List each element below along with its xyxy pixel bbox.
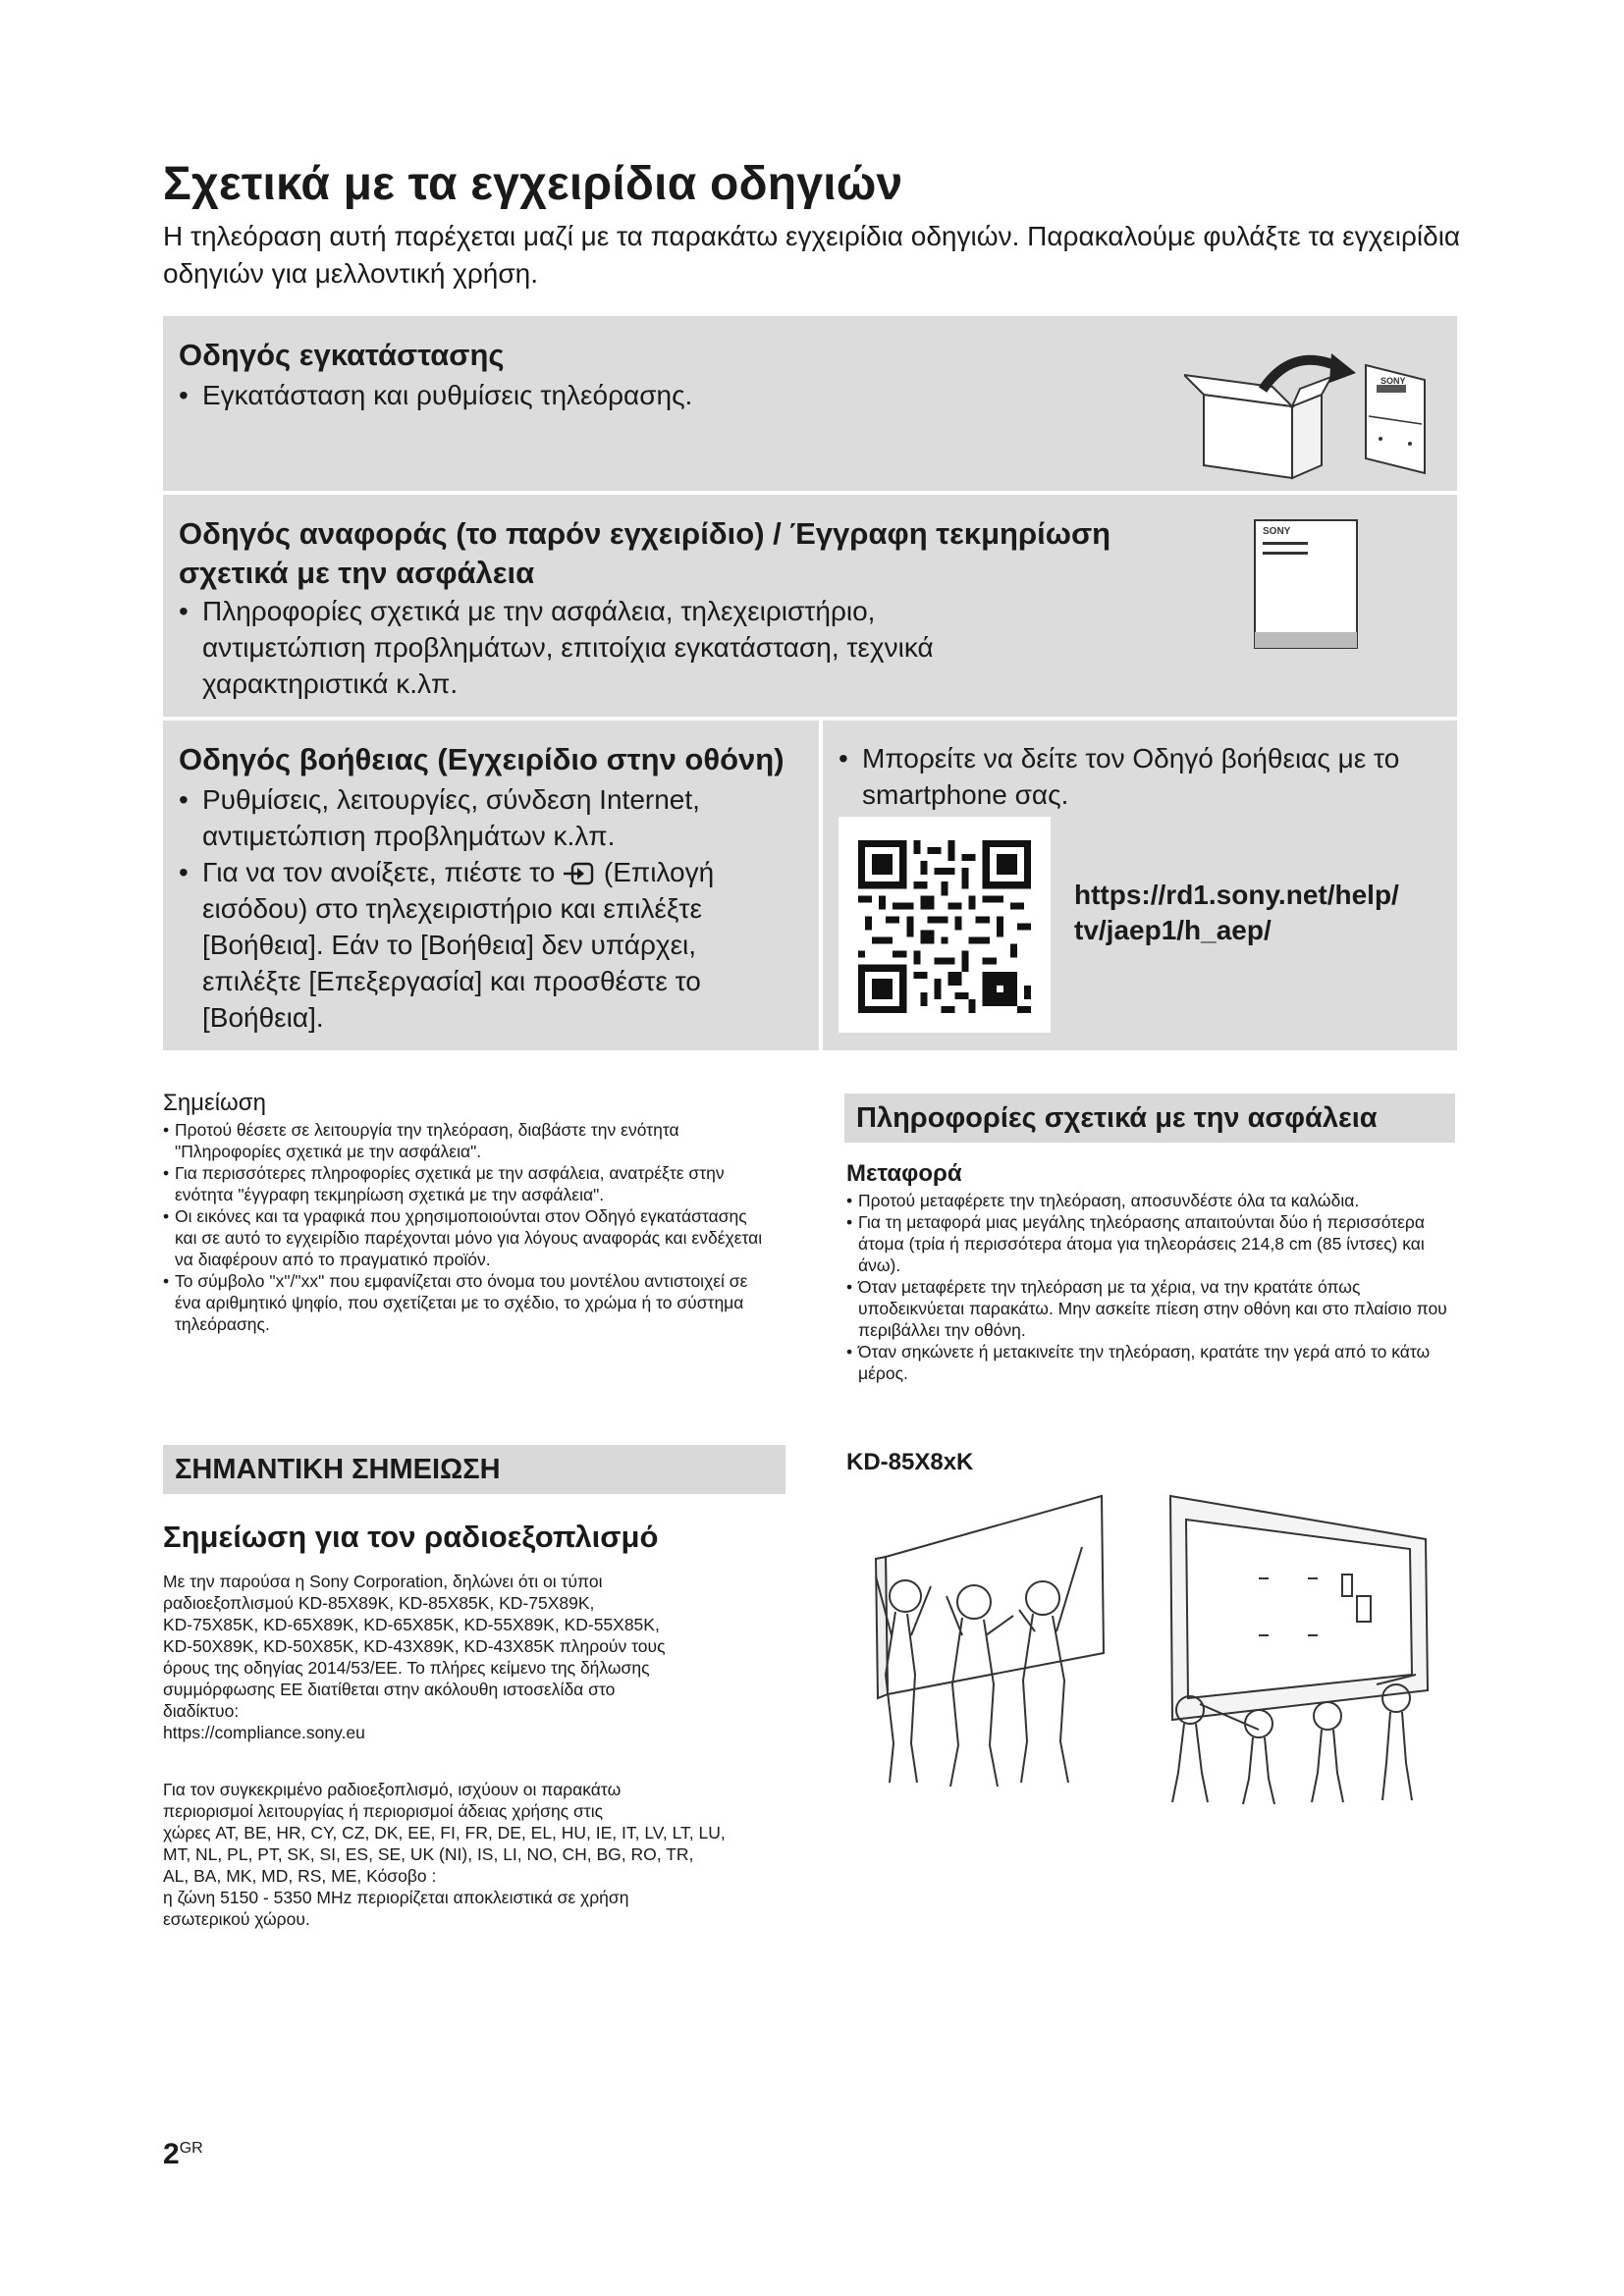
setup-guide-title: Οδηγός εγκατάστασης <box>179 338 505 372</box>
reference-guide-box <box>163 495 1457 717</box>
transport-item: • Για τη μεταφορά μιας μεγάλης τηλεόρασης απαιτούνται δύο ή περισσότερα άτομα (τρία ή περισσότερα άτομα για τηλεοράσεις 214,8 cm (85 ίντσες) και άνω). <box>846 1212 1425 1275</box>
setup-guide-bullet: • Εγκατάσταση και ρυθμίσεις τηλεόρασης. <box>179 380 693 410</box>
note-item: • Οι εικόνες και τα γραφικά που χρησιμοποιούνται στον Οδηγό εγκατάστασης και σε αυτό το εγχειρίδιο παρέχονται μόνο για λόγους αναφοράς και ενδέχεται να διαφέρουν από το πραγματικό προϊόν. <box>163 1206 763 1269</box>
radio-paragraph-1: Με την παρούσα η Sony Corporation, δηλώνει ότι οι τύποι ραδιοεξοπλισμού KD-85X89K, KD-85X85K, KD-75X89K, KD-75X85K, KD-65X89K, KD-65X85K, KD-55X89K, KD-55X85K, KD-50X89K, KD-50X85K, KD-43X89K, KD-43X85K πληρούν τους όρους της οδηγίας 2014/53/ΕΕ. Το πλήρες κείμενο της δήλωσης συμμόρφωσης ΕΕ διατίθεται στην ακόλουθη ιστοσελίδα στο διαδίκτυο: https://compliance.sony.eu <box>163 1572 666 1742</box>
reference-guide-bullet: • Πληροφορίες σχετικά με την ασφάλεια, τηλεχειριστήριο, αντιμετώπιση προβλημάτων, επιτοίχια εγκατάσταση, τεχνικά χαρακτηριστικά κ.λπ. <box>179 596 934 699</box>
reference-guide-title-line2: σχετικά με την ασφάλεια <box>179 556 535 590</box>
note-heading: Σημείωση <box>163 1090 266 1116</box>
reference-guide-brand: SONY <box>1263 526 1291 537</box>
note-item: • Το σύμβολο "x"/"xx" που εμφανίζεται στο όνομα του μοντέλου αντιστοιχεί σε ένα αριθμητικό ψηφίο, που σχετίζεται με το σχέδιο, το χρώμα ή το σύστημα τηλεόρασης. <box>163 1271 748 1334</box>
transport-heading: Μεταφορά <box>846 1160 962 1187</box>
smartphone-bullet: • Μπορείτε να δείτε τον Οδηγό βοήθειας με το smartphone σας. <box>839 743 1400 810</box>
note-item: • Για περισσότερες πληροφορίες σχετικά με την ασφάλεια, ανατρέξτε στην ενότητα "έγγραφη τεκμηρίωση σχετικά με την ασφάλεια". <box>163 1163 725 1204</box>
page-title: Σχετικά με τα εγχειρίδια οδηγιών <box>163 158 903 210</box>
help-guide-url-line2[interactable]: tv/jaep1/h_aep/ <box>1074 915 1272 945</box>
safety-heading: Πληροφορίες σχετικά με την ασφάλεια <box>844 1094 1455 1143</box>
important-note-heading: ΣΗΜΑΝΤΙΚΗ ΣΗΜΕΙΩΣΗ <box>163 1445 785 1494</box>
qr-code[interactable] <box>858 840 1031 1013</box>
qr-code-panel <box>839 817 1051 1033</box>
help-guide-bullet1: • Ρυθμίσεις, λειτουργίες, σύνδεση Internet, αντιμετώπιση προβλημάτων κ.λπ. <box>179 784 700 851</box>
setup-guide-brand: SONY <box>1380 376 1406 386</box>
manual-booklet-icon <box>1253 518 1361 656</box>
help-guide-box <box>163 721 819 1050</box>
intro-text: Η τηλεόραση αυτή παρέχεται μαζί με τα παρακάτω εγχειρίδια οδηγιών. Παρακαλούμε φυλάξτε τα εγχειρίδια οδηγιών για μελλοντική χρήση. <box>163 221 1461 289</box>
help-guide-title: Οδηγός βοήθειας (Εγχειρίδιο στην οθόνη) <box>179 742 785 776</box>
input-select-icon <box>563 862 596 885</box>
reference-guide-title-line1: Οδηγός αναφοράς (το παρόν εγχειρίδιο) / Έγγραφη τεκμηρίωση <box>179 516 1111 551</box>
help-guide-bullet2: • Για να τον ανοίξετε, πιέστε το (Επιλογή εισόδου) στο τηλεχειριστήριο και επιλέξτε [Βοήθεια]. Εάν το [Βοήθεια] δεν υπάρχει, επιλέξτε [Επεξεργασία] και προσθέστε το [Βοήθεια]. <box>179 857 715 1033</box>
note-list <box>163 1119 772 1335</box>
smartphone-help-box <box>823 721 1457 1050</box>
radio-equipment-heading: Σημείωση για τον ραδιοεξοπλισμό <box>163 1520 659 1554</box>
help-guide-url-line1[interactable]: https://rd1.sony.net/help/ <box>1074 880 1399 910</box>
note-item: • Προτού θέσετε σε λειτουργία την τηλεόραση, διαβάστε την ενότητα "Πληροφορίες σχετικά με την ασφάλεια". <box>163 1120 679 1161</box>
page-number: $2^{GR}$ <box>163 2138 203 2170</box>
setup-guide-box <box>163 316 1457 491</box>
transport-list <box>846 1190 1455 1384</box>
transport-item: • Όταν μεταφέρετε την τηλεόραση με τα χέρια, να την κρατάτε όπως υποδεικνύεται παρακάτω. Μην ασκείτε πίεση στην οθόνη και στο πλαίσιο που περιβάλλει την οθόνη. <box>846 1277 1447 1340</box>
tv-carrying-illustration <box>846 1488 1435 1808</box>
box-unpacking-icon <box>1184 346 1439 483</box>
transport-item: • Προτού μεταφέρετε την τηλεόραση, αποσυνδέστε όλα τα καλώδια. <box>846 1191 1360 1210</box>
transport-item: • Όταν σηκώνετε ή μετακινείτε την τηλεόραση, κρατάτε την γερά από το κάτω μέρος. <box>846 1342 1431 1383</box>
radio-paragraph-2: Για τον συγκεκριμένο ραδιοεξοπλισμό, ισχύουν οι παρακάτω περιορισμοί λειτουργίας ή περιορισμοί άδειας χρήσης στις χώρες AT, BE, HR, CY, CZ, DK, EE, FI, FR, DE, EL, HU, IE, IT, LV, LT, LU, MT, NL, PL, PT, SK, SI, ES, SE, UK (NI), IS, LI, NO, CH, BG, RO, TR, AL, BA, MK, MD, RS, ME, Κόσοβο : η ζώνη 5150 - 5350 MHz περιορίζεται αποκλειστικά σε χρήση εσωτερικού χώρου. <box>163 1780 726 1929</box>
model-label: KD-85X8xK <box>846 1449 974 1475</box>
